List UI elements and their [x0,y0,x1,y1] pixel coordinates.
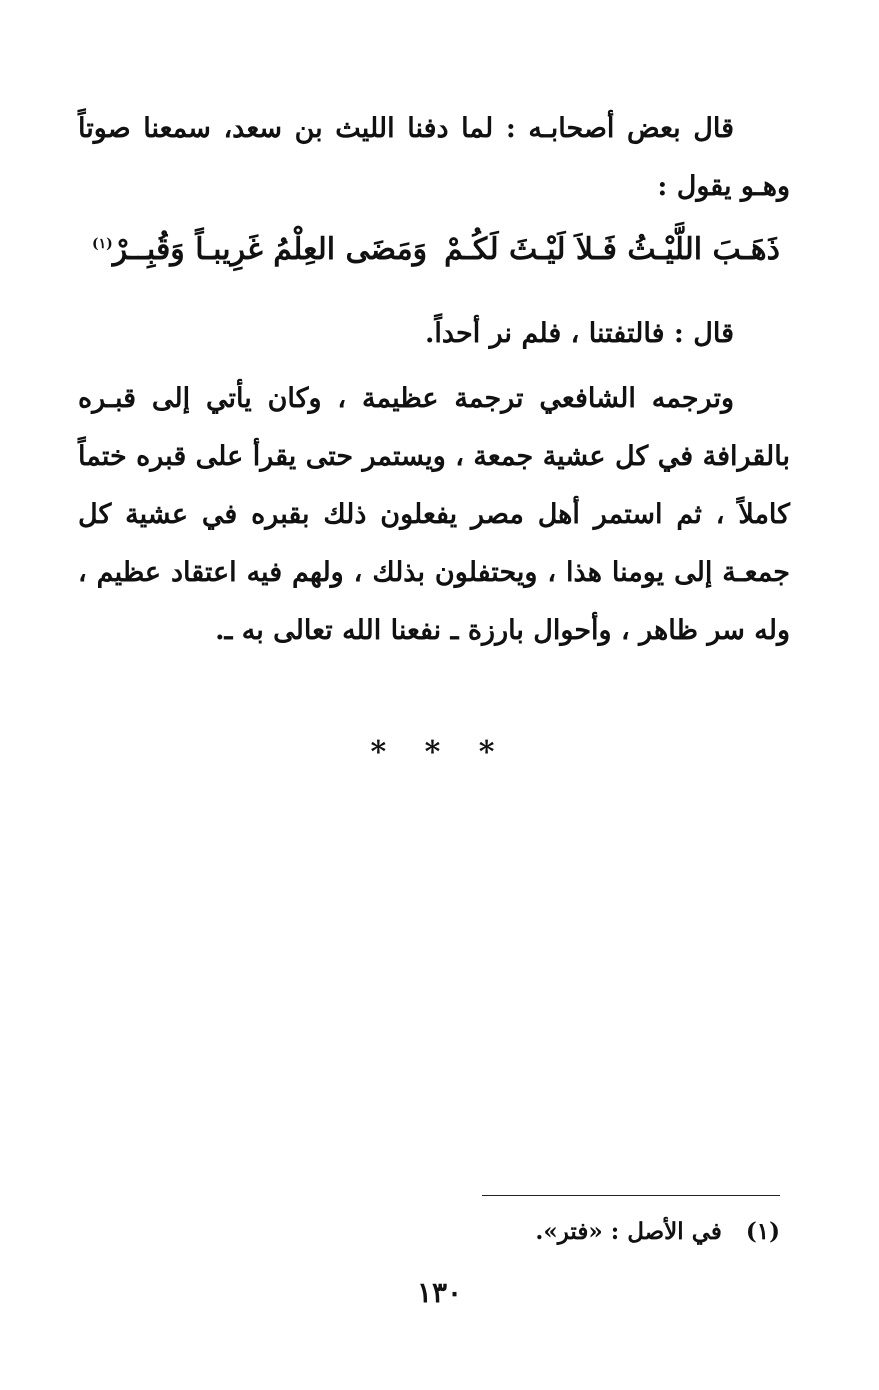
footnote [300,1214,780,1250]
section-separator: * * * [370,735,509,770]
footnote-divider [482,1195,780,1196]
footnote-reference: (١) [92,236,113,252]
verse-hemistich-first: ذَهَـبَ اللَّيْـثُ فَـلاَ لَيْـثَ لَكُـمْ [444,232,780,267]
paragraph-laith-burial: قال بعض أصحابـه : لما دفنا الليث بن سعد، سمعنا صوتاً وهـو يقول : [78,113,790,202]
paragraph-shafii: وترجمه الشافعي ترجمة عظيمة ، وكان يأتي إلى قبـره بالقرافة في كل عشية جمعة ، ويستمر حتى يقرأ على قبره ختماً كاملاً ، ثم استمر أهل مصر يفعلون ذلك بقبره في عشية كل جمعـة إلى يومنا هذا ، ويحتفلون بذلك ، ولهم فيه اعتقاد عظيم ، وله سر ظاهر ، وأحوال بارزة ـ نفعنا الله تعالى به ـ. [78,383,790,646]
verse-hemistich-second: وَمَضَى العِلْمُ غَرِيبـاً وَقُبِــرْ [112,232,428,267]
footnote-number: (١) [745,1218,780,1245]
page-number: ١٣٠ [416,1276,463,1309]
verse-hemistich-second-wrap [92,232,427,267]
paragraph-qala: قال : فالتفتنا ، فلم نر أحداً. [424,318,734,349]
verse-line [80,232,792,292]
footnote-text: في الأصل : «فتر». [535,1218,722,1245]
